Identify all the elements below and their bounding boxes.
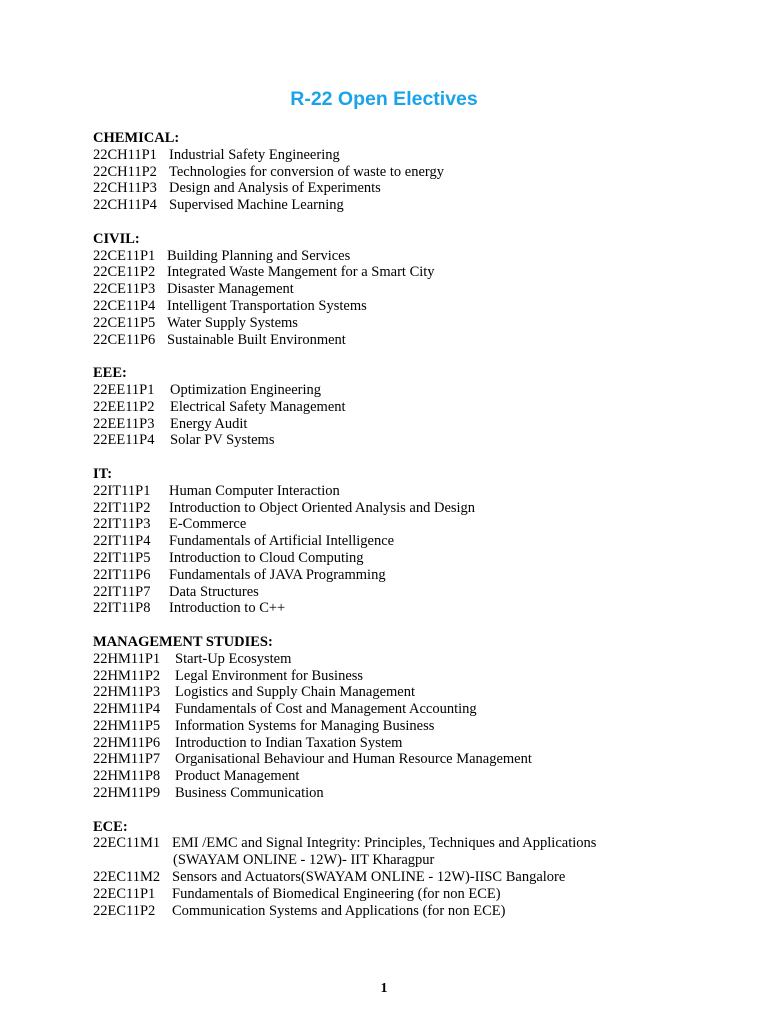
course-name: Data Structures	[169, 583, 259, 600]
course-row	[93, 298, 733, 315]
course-name: Business Communication	[175, 785, 324, 802]
course-row	[93, 668, 733, 685]
course-name: Introduction to C++	[169, 600, 286, 617]
page-number: 1	[380, 981, 388, 996]
course-name: Solar PV Systems	[170, 432, 275, 449]
section-heading: EEE:	[93, 365, 127, 382]
electives-list	[93, 130, 733, 936]
course-code: 22HM11P4	[93, 701, 161, 718]
course-code: 22IT11P7	[93, 583, 151, 600]
course-row	[93, 835, 733, 869]
section	[93, 231, 733, 349]
course-name: Introduction to Cloud Computing	[169, 549, 364, 566]
course-code: 22EE11P1	[93, 381, 155, 398]
course-name: E-Commerce	[169, 516, 247, 533]
section	[93, 819, 733, 920]
course-name: Intelligent Transportation Systems	[167, 297, 367, 314]
course-name: Electrical Safety Management	[170, 398, 346, 415]
course-name: Fundamentals of JAVA Programming	[169, 566, 386, 583]
course-name: Product Management	[175, 768, 300, 785]
course-name: Organisational Behaviour and Human Resource Management	[175, 751, 532, 768]
course-code: 22IT11P3	[93, 516, 151, 533]
section	[93, 466, 733, 617]
course-name: Disaster Management	[167, 281, 294, 298]
course-name: Fundamentals of Cost and Management Accounting	[175, 701, 477, 718]
course-row	[93, 483, 733, 500]
course-name: Communication Systems and Applications (for non ECE)	[172, 902, 506, 919]
course-row	[93, 718, 733, 735]
section-heading: IT:	[93, 465, 113, 482]
course-row	[93, 735, 733, 752]
course-code: 22EE11P2	[93, 398, 155, 415]
course-row	[93, 416, 733, 433]
section	[93, 130, 733, 214]
course-name: Legal Environment for Business	[175, 667, 364, 684]
course-code: 22EC11M2	[93, 869, 161, 886]
course-code: 22CE11P1	[93, 247, 156, 264]
course-name: Technologies for conversion of waste to energy	[169, 163, 444, 180]
course-code: 22HM11P7	[93, 751, 161, 768]
course-name: Human Computer Interaction	[169, 482, 340, 499]
course-row	[93, 516, 733, 533]
course-code: 22EE11P3	[93, 415, 155, 432]
course-row	[93, 248, 733, 265]
section-heading: CHEMICAL:	[93, 130, 180, 146]
course-name: Start-Up Ecosystem	[175, 650, 292, 667]
course-row	[93, 315, 733, 332]
course-row	[93, 197, 733, 214]
course-name: EMI /EMC and Signal Integrity: Principles, Techniques and Applications	[172, 835, 597, 852]
course-row	[93, 281, 733, 298]
course-name: Optimization Engineering	[170, 381, 322, 398]
course-row	[93, 264, 733, 281]
section	[93, 365, 733, 449]
course-row	[93, 785, 733, 802]
course-name: Fundamentals of Artificial Intelligence	[169, 533, 395, 550]
course-code: 22HM11P2	[93, 667, 161, 684]
course-name: Fundamentals of Biomedical Engineering (for non ECE)	[172, 885, 501, 902]
course-row	[93, 432, 733, 449]
course-name: Design and Analysis of Experiments	[169, 180, 381, 197]
course-code: 22EC11M1	[93, 835, 161, 852]
course-row	[93, 567, 733, 584]
course-row	[93, 903, 733, 920]
course-code: 22HM11P8	[93, 768, 161, 785]
course-row	[93, 651, 733, 668]
course-code: 22HM11P6	[93, 734, 161, 751]
course-code: 22IT11P6	[93, 566, 151, 583]
course-code: 22CH11P3	[93, 180, 157, 197]
course-code: 22CH11P2	[93, 163, 157, 180]
course-name: Introduction to Object Oriented Analysis and Design	[169, 499, 476, 516]
course-code: 22HM11P5	[93, 717, 161, 734]
course-name: Logistics and Supply Chain Management	[175, 684, 416, 701]
section-heading: MANAGEMENT STUDIES:	[93, 633, 273, 650]
course-code: 22IT11P8	[93, 600, 151, 617]
course-code: 22HM11P3	[93, 684, 161, 701]
course-row	[93, 500, 733, 517]
course-name: Introduction to Indian Taxation System	[175, 734, 403, 751]
course-code: 22CE11P4	[93, 297, 156, 314]
course-name: Sensors and Actuators(SWAYAM ONLINE - 12W)-IISC Bangalore	[172, 869, 566, 886]
course-code: 22EC11P1	[93, 885, 156, 902]
course-name-continuation: (SWAYAM ONLINE - 12W)- IIT Kharagpur	[173, 852, 435, 869]
course-code: 22IT11P4	[93, 533, 151, 550]
course-code: 22EC11P2	[93, 902, 156, 919]
course-row	[93, 684, 733, 701]
course-row	[93, 768, 733, 785]
course-name: Industrial Safety Engineering	[169, 146, 340, 163]
course-code: 22CE11P6	[93, 331, 156, 348]
course-code: 22IT11P5	[93, 549, 151, 566]
section	[93, 634, 733, 802]
course-code: 22EE11P4	[93, 432, 155, 449]
course-code: 22IT11P2	[93, 499, 151, 516]
course-name: Sustainable Built Environment	[167, 331, 346, 348]
course-name: Information Systems for Managing Business	[175, 717, 435, 734]
course-code: 22HM11P9	[93, 785, 161, 802]
course-name: Supervised Machine Learning	[169, 197, 344, 214]
section-heading: ECE:	[93, 818, 128, 835]
course-row	[93, 701, 733, 718]
course-row	[93, 180, 733, 197]
course-code: 22CE11P5	[93, 314, 156, 331]
course-row	[93, 332, 733, 349]
course-row	[93, 751, 733, 768]
section-heading: CIVIL:	[93, 230, 140, 247]
course-row	[93, 533, 733, 550]
course-row	[93, 164, 733, 181]
course-name: Building Planning and Services	[167, 247, 351, 264]
course-row	[93, 399, 733, 416]
course-row	[93, 584, 733, 601]
course-row	[93, 382, 733, 399]
course-row	[93, 147, 733, 164]
course-row	[93, 600, 733, 617]
page-title: R-22 Open Electives	[290, 88, 478, 110]
course-code: 22HM11P1	[93, 650, 161, 667]
course-name: Integrated Waste Mangement for a Smart City	[167, 264, 435, 281]
course-code: 22CH11P1	[93, 146, 157, 163]
course-row	[93, 869, 733, 886]
course-code: 22CH11P4	[93, 197, 157, 214]
course-name: Energy Audit	[170, 415, 248, 432]
course-row	[93, 886, 733, 903]
course-row	[93, 550, 733, 567]
course-name: Water Supply Systems	[167, 314, 298, 331]
course-code: 22CE11P2	[93, 264, 156, 281]
course-code: 22CE11P3	[93, 281, 156, 298]
course-code: 22IT11P1	[93, 482, 151, 499]
